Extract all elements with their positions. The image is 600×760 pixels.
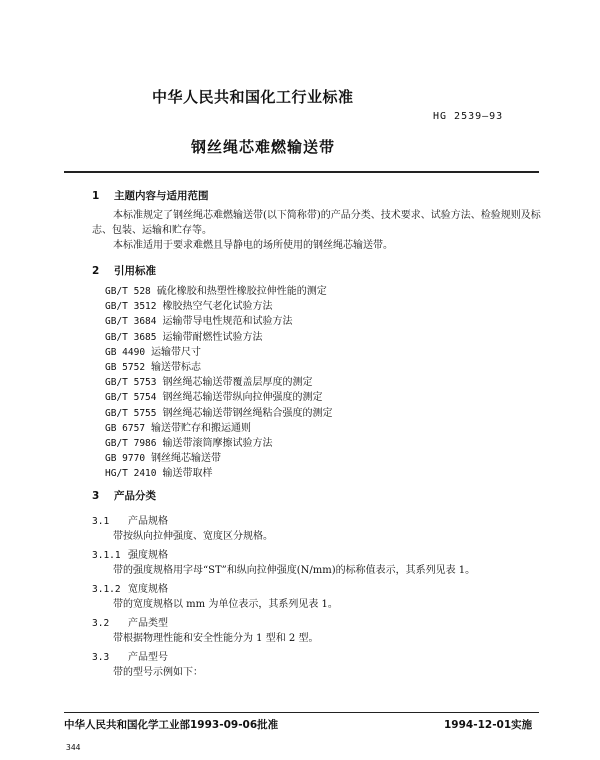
section-2-title: 引用标准 (114, 265, 156, 277)
footer-rule (64, 712, 539, 713)
subsection-3-1-title: 产品规格 (128, 516, 168, 527)
subsection-3-3-heading (92, 648, 168, 663)
reference-title: 输送带贮存和搬运通则 (151, 422, 252, 434)
section-1-number: 1 (92, 190, 100, 202)
reference-title: 钢丝绳芯输送带钢丝绳粘合强度的测定 (162, 407, 333, 419)
section-1-title: 主题内容与适用范围 (114, 190, 209, 202)
section-3-number: 3 (92, 490, 100, 502)
reference-code: GB/T 3685 (105, 331, 157, 343)
reference-code: GB 9770 (105, 453, 146, 465)
section-2-number: 2 (92, 265, 100, 277)
section-1-para-1-line-1: 本标准规定了钢丝绳芯难燃输送带(以下简称带)的产品分类、技术要求、试验方法、检验规则及标 (113, 210, 541, 221)
subsection-3-3-text: 带的型号示例如下： (113, 667, 203, 678)
reference-item (105, 345, 332, 360)
subsection-3-1-heading (92, 512, 168, 527)
subsection-3-1-2-heading (92, 580, 168, 595)
page-number: 344 (66, 743, 81, 752)
reference-title: 输送带标志 (151, 361, 202, 373)
subsection-3-2-number: 3.2 (92, 618, 110, 629)
subsection-3-2-text: 带根据物理性能和安全性能分为 1 型和 2 型。 (113, 633, 319, 644)
reference-item (105, 390, 332, 405)
subsection-3-1-1-heading (92, 546, 168, 561)
section-3-heading (92, 488, 156, 503)
subsection-3-3-title: 产品型号 (128, 652, 168, 663)
reference-title: 钢丝绳芯输送带覆盖层厚度的测定 (162, 377, 313, 389)
section-1-heading (92, 188, 209, 203)
section-1-para-1-line-2: 志、包装、运输和贮存等。 (92, 225, 212, 236)
document-title: 钢丝绳芯难燃输送带 (191, 138, 336, 156)
reference-item (105, 436, 332, 451)
reference-item (105, 466, 332, 481)
subsection-3-2-title: 产品类型 (128, 618, 168, 629)
reference-title: 硫化橡胶和热塑性橡胶拉伸性能的测定 (156, 286, 327, 297)
subsection-3-1-number: 3.1 (92, 516, 110, 527)
reference-code: GB 4490 (105, 346, 146, 358)
reference-title: 输送带滚筒摩擦试验方法 (162, 437, 273, 449)
section-3-title: 产品分类 (114, 490, 156, 502)
subsection-3-2-heading (92, 614, 168, 629)
subsection-3-3-number: 3.3 (92, 652, 110, 663)
reference-code: HG/T 2410 (105, 468, 157, 480)
reference-title: 钢丝绳芯输送带 (151, 453, 222, 465)
reference-code: GB/T 5754 (105, 392, 157, 404)
reference-item (105, 299, 332, 314)
subsection-3-1-1-text: 带的强度规格用字母“ST”和纵向拉伸强度(N/mm)的标称值表示，其系列见表 1。 (113, 565, 476, 576)
reference-item (105, 421, 332, 436)
reference-title: 输送带取样 (162, 468, 213, 480)
subsection-3-1-1-number: 3.1.1 (92, 550, 121, 561)
reference-item (105, 375, 332, 390)
subsection-3-1-text: 带按纵向拉伸强度、宽度区分规格。 (113, 531, 273, 542)
reference-item (105, 314, 332, 329)
subsection-3-1-1-title: 强度规格 (128, 550, 168, 561)
subsection-3-1-2-title: 宽度规格 (128, 584, 168, 595)
reference-code: GB/T 528 (105, 286, 151, 297)
reference-item (105, 330, 332, 345)
section-2-heading (92, 263, 156, 278)
reference-code: GB 6757 (105, 422, 146, 434)
implementation-date: 1994-12-01实施 (444, 719, 533, 731)
approval-statement: 中华人民共和国化学工业部1993-09-06批准 (64, 719, 279, 731)
reference-title: 运输带导电性规范和试验方法 (162, 316, 293, 328)
reference-title: 运输带耐燃性试验方法 (162, 331, 263, 343)
subsection-3-1-2-number: 3.1.2 (92, 584, 121, 595)
reference-item (105, 451, 332, 466)
reference-item (105, 284, 332, 299)
org-title: 中华人民共和国化工行业标准 (152, 88, 354, 106)
reference-item (105, 406, 332, 421)
reference-code: GB/T 3512 (105, 301, 157, 313)
reference-code: GB 5752 (105, 361, 146, 373)
reference-code: GB/T 3684 (105, 316, 157, 328)
reference-list (105, 284, 332, 481)
subsection-3-1-2-text: 带的宽度规格以 mm 为单位表示，其系列见表 1。 (113, 599, 338, 610)
reference-title: 运输带尺寸 (151, 346, 202, 358)
header-rule (64, 171, 539, 173)
reference-item (105, 360, 332, 375)
reference-title: 橡胶热空气老化试验方法 (162, 301, 273, 313)
reference-code: GB/T 7986 (105, 437, 157, 449)
section-1-para-2: 本标准适用于要求难燃且导静电的场所使用的钢丝绳芯输送带。 (113, 240, 393, 251)
reference-code: GB/T 5753 (105, 377, 157, 389)
reference-code: GB/T 5755 (105, 407, 157, 419)
standard-code: HG 2539—93 (433, 111, 504, 122)
reference-title: 钢丝绳芯输送带纵向拉伸强度的测定 (162, 392, 323, 404)
